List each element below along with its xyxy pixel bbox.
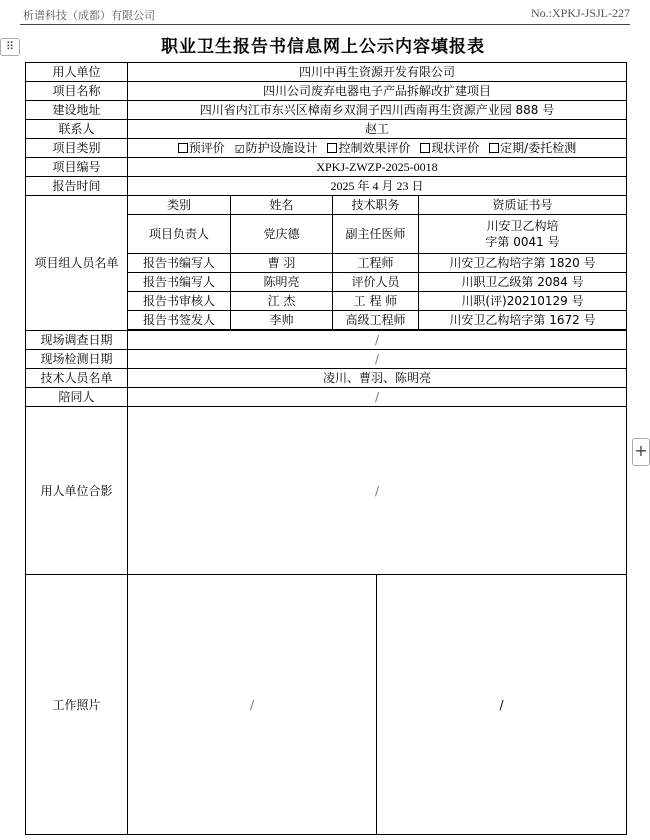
member-title[interactable]: 工程师 (333, 254, 419, 273)
work-photo-right-area[interactable]: / (377, 575, 627, 835)
work-photo-label: 工作照片 (26, 575, 128, 835)
member-role[interactable]: 报告书签发人 (128, 311, 231, 330)
technicians-label: 技术人员名单 (26, 369, 128, 388)
category-option-status-evaluation[interactable]: 现状评价 (420, 141, 479, 155)
category-option-pre-evaluation[interactable]: 预评价 (178, 141, 225, 155)
companion-value[interactable]: / (128, 388, 627, 407)
project-number-label: 项目编号 (26, 158, 128, 177)
team-header-name: 姓名 (231, 196, 333, 215)
team-header-cert: 资质证书号 (419, 196, 627, 215)
group-photo-area[interactable]: / (128, 407, 627, 575)
member-name[interactable]: 曹 羽 (231, 254, 333, 273)
member-role[interactable]: 项目负责人 (128, 215, 231, 254)
team-header-role: 类别 (128, 196, 231, 215)
drag-handle-icon[interactable]: ⠿ (0, 38, 20, 56)
member-name[interactable]: 江 杰 (231, 292, 333, 311)
contact-value[interactable]: 赵工 (128, 120, 627, 139)
member-cert[interactable]: 川职(评)20210129 号 (419, 292, 627, 311)
group-photo-label: 用人单位合影 (26, 407, 128, 575)
member-title[interactable]: 评价人员 (333, 273, 419, 292)
checkbox-icon[interactable] (178, 143, 188, 153)
checkbox-icon[interactable] (489, 143, 499, 153)
checkbox-icon[interactable] (420, 143, 430, 153)
checkbox-icon[interactable] (327, 143, 337, 153)
contact-label: 联系人 (26, 120, 128, 139)
address-label: 建设地址 (26, 101, 128, 120)
member-role[interactable]: 报告书编写人 (128, 254, 231, 273)
member-cert[interactable]: 川安卫乙构培 字第 0041 号 (419, 215, 627, 254)
employer-value[interactable]: 四川中再生资源开发有限公司 (128, 63, 627, 82)
team-header-title: 技术职务 (333, 196, 419, 215)
detection-date-label: 现场检测日期 (26, 350, 128, 369)
page-header (20, 2, 630, 25)
member-cert[interactable]: 川职卫乙级第 2084 号 (419, 273, 627, 292)
company-name: 析谱科技（成都）有限公司 (23, 9, 155, 22)
document-number: No.:XPKJ-JSJL-227 (530, 6, 630, 20)
report-form-table (25, 62, 627, 835)
team-label: 项目组人员名单 (26, 196, 128, 331)
employer-label: 用人单位 (26, 63, 128, 82)
member-title[interactable]: 副主任医师 (333, 215, 419, 254)
category-option-periodic-detection[interactable]: 定期/委托检测 (489, 141, 576, 155)
work-photo-left-area[interactable]: / (128, 575, 377, 835)
add-row-icon[interactable]: + (632, 438, 650, 466)
checkbox-checked-icon[interactable]: ☑ (234, 143, 245, 156)
report-time-label: 报告时间 (26, 177, 128, 196)
technicians-value[interactable]: 凌川、曹羽、陈明亮 (128, 369, 627, 388)
member-name[interactable]: 陈明亮 (231, 273, 333, 292)
survey-date-value[interactable]: / (128, 331, 627, 350)
page-title: 职业卫生报告书信息网上公示内容填报表 (161, 37, 485, 57)
member-cert[interactable]: 川安卫乙构培字第 1672 号 (419, 311, 627, 330)
category-options (128, 139, 627, 158)
survey-date-label: 现场调查日期 (26, 331, 128, 350)
member-title[interactable]: 工 程 师 (333, 292, 419, 311)
address-value[interactable]: 四川省内江市东兴区樟南乡双洞子四川西南再生资源产业园 888 号 (128, 101, 627, 120)
companion-label: 陪同人 (26, 388, 128, 407)
category-label: 项目类别 (26, 139, 128, 158)
detection-date-value[interactable]: / (128, 350, 627, 369)
member-name[interactable]: 党庆德 (231, 215, 333, 254)
report-time-value[interactable]: 2025 年 4 月 23 日 (128, 177, 627, 196)
project-number-value[interactable]: XPKJ-ZWZP-2025-0018 (128, 158, 627, 177)
member-title[interactable]: 高级工程师 (333, 311, 419, 330)
member-cert[interactable]: 川安卫乙构培字第 1820 号 (419, 254, 627, 273)
member-role[interactable]: 报告书编写人 (128, 273, 231, 292)
member-role[interactable]: 报告书审核人 (128, 292, 231, 311)
project-name-label: 项目名称 (26, 82, 128, 101)
member-name[interactable]: 李帅 (231, 311, 333, 330)
category-option-control-effect[interactable]: 控制效果评价 (327, 141, 410, 155)
project-name-value[interactable]: 四川公司废弃电器电子产品拆解改扩建项目 (128, 82, 627, 101)
category-option-protection-design[interactable]: ☑防护设施设计 (234, 141, 318, 156)
